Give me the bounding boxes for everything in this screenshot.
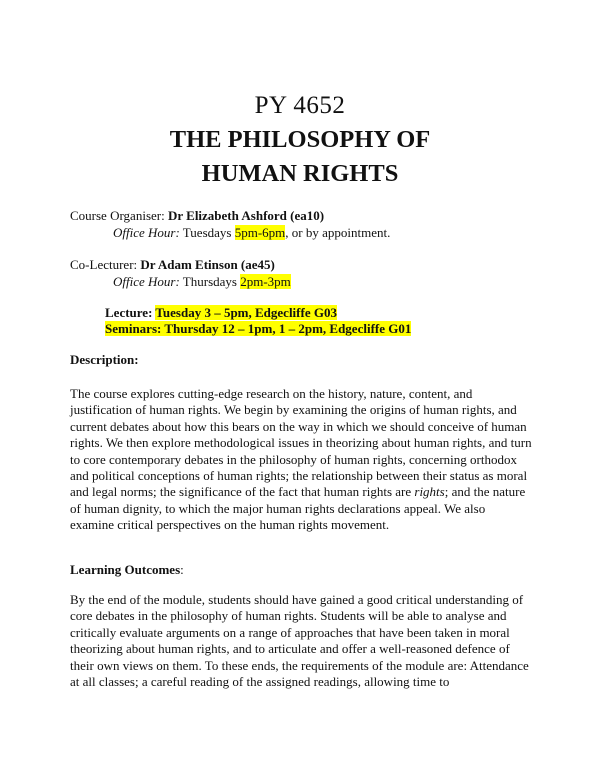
colecturer-line bbox=[70, 257, 275, 273]
colecturer-office-day: Thursdays bbox=[179, 274, 241, 289]
course-title-line-2: HUMAN RIGHTS bbox=[201, 160, 399, 187]
organiser-office-suffix: , or by appointment. bbox=[285, 225, 391, 240]
outcomes-heading-line bbox=[70, 562, 184, 578]
lecture-line bbox=[105, 305, 337, 321]
lecture-value: Tuesday 3 – 5pm, Edgecliffe G03 bbox=[155, 305, 337, 320]
course-code: PY 4652 bbox=[254, 92, 346, 119]
organiser-name: Dr Elizabeth Ashford (ea10) bbox=[167, 208, 325, 223]
outcomes-heading: Learning Outcomes bbox=[70, 562, 181, 577]
colecturer-office-hour bbox=[113, 274, 291, 290]
colecturer-name: Dr Adam Etinson (ae45) bbox=[140, 257, 275, 272]
description-part-1: The course explores cutting-edge research on the history, nature, content, and justification of human rights. We begin by examining the origins of human rights, and current debates about how this bears on the way in which we should conceive of human rights. We then explore methodological issues in theorizing about human rights, and turn to core contemporary debates in the philosophy of human rights, concerning orthodox and political conceptions of human rights; the relationship between their status as moral and legal norms; the significance of the fact that human rights are bbox=[70, 386, 532, 500]
description-part-2: ; and the nature of human dignity, to which the major human rights declarations appeal. We also examine critical perspectives on the human rights movement. bbox=[70, 484, 526, 533]
course-title-line-1: THE PHILOSOPHY OF bbox=[169, 126, 431, 153]
organiser-office-time: 5pm-6pm bbox=[234, 225, 286, 240]
description-emphasis: rights bbox=[414, 484, 445, 500]
lecture-label: Lecture: bbox=[105, 305, 156, 320]
description-paragraph bbox=[70, 386, 532, 534]
seminar-text: Seminars: Thursday 12 – 1pm, 1 – 2pm, Edgecliffe G01 bbox=[105, 321, 412, 336]
organiser-office-label: Office Hour: bbox=[113, 225, 180, 240]
organiser-office-day: Tuesdays bbox=[179, 225, 235, 240]
outcomes-colon: : bbox=[180, 562, 184, 577]
outcomes-paragraph: By the end of the module, students should have gained a good critical understanding of core debates in the philosophy of human rights. Students will be able to analyse and critically evaluate arguments on a range of approaches that have been taken in moral theorizing about human rights, and to articulate and offer a well-reasoned defence of their own views on them. To these ends, the requirements of the module are: Attendance at all classes; a careful reading of the assigned readings, allowing time to bbox=[70, 592, 529, 690]
colecturer-label: Co-Lecturer: bbox=[70, 257, 141, 272]
colecturer-office-label: Office Hour: bbox=[113, 274, 180, 289]
organiser-office-hour bbox=[113, 225, 390, 241]
organiser-label: Course Organiser: bbox=[70, 208, 168, 223]
description-heading: Description: bbox=[70, 352, 139, 367]
colecturer-office-time: 2pm-3pm bbox=[240, 274, 291, 289]
organiser-line bbox=[70, 208, 324, 224]
seminar-line bbox=[105, 321, 411, 337]
